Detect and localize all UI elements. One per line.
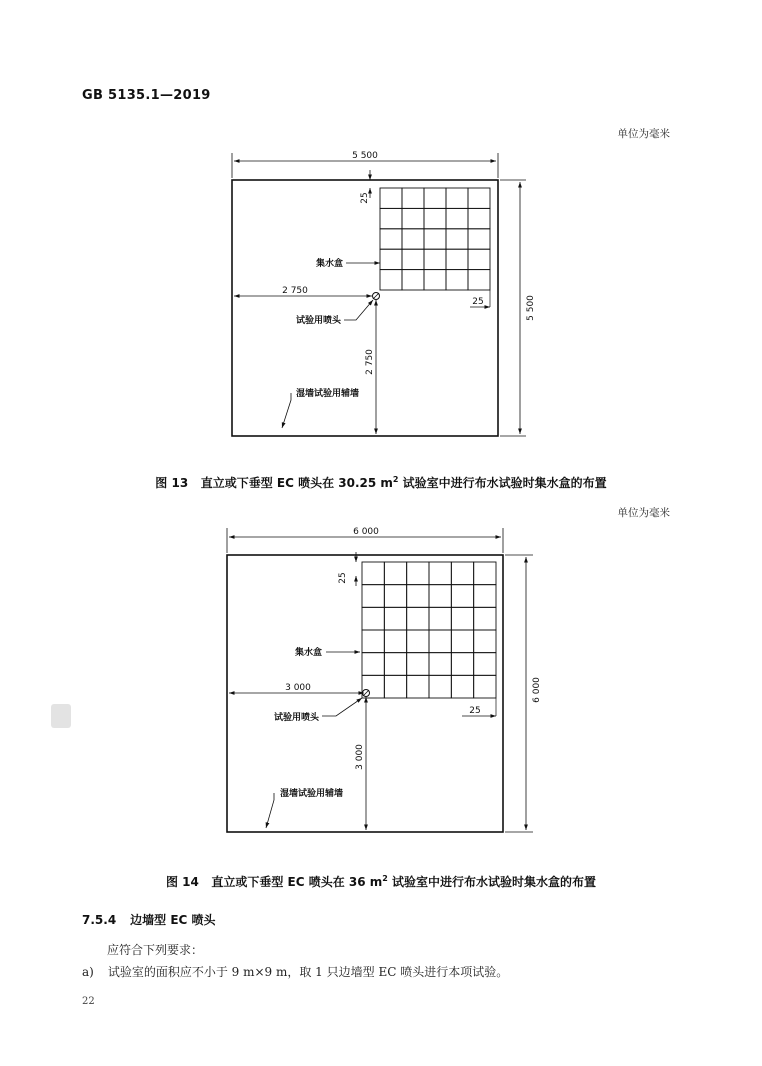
fig14-collection-box xyxy=(451,675,473,698)
fig13-collection-box xyxy=(402,270,424,290)
fig13-label-wall: 湿墙试验用辅墙 xyxy=(296,389,360,399)
fig14-collection-box xyxy=(451,653,473,676)
fig14-collection-box xyxy=(362,607,384,630)
fig14-collection-box xyxy=(362,630,384,653)
unit-note-fig14: 单位为毫米 xyxy=(617,507,670,519)
fig14-dim-half-y-text: 3 000 xyxy=(355,744,365,770)
fig13-collection-box xyxy=(380,208,402,228)
fig13-collection-box xyxy=(468,188,490,208)
fig13-collection-box xyxy=(424,270,446,290)
fig13-collection-box xyxy=(402,208,424,228)
fig13-collection-box xyxy=(446,208,468,228)
fig14-collection-box xyxy=(384,675,406,698)
fig13-collection-box xyxy=(424,229,446,249)
fig13-collection-box xyxy=(446,188,468,208)
fig13-collection-box xyxy=(468,249,490,269)
fig14-collection-box xyxy=(429,585,451,608)
fig13-collection-box xyxy=(446,270,468,290)
section-number: 7.5.4 xyxy=(82,913,117,927)
fig14-label-sprinkler: 试验用喷头 xyxy=(273,713,319,723)
fig13-dim-height-text: 5 500 xyxy=(526,295,536,321)
list-item-a xyxy=(82,963,508,980)
fig13-collection-box xyxy=(380,249,402,269)
fig13-collection-box xyxy=(424,188,446,208)
section-intro: 应符合下列要求： xyxy=(107,943,204,957)
fig14-collection-box xyxy=(407,653,429,676)
fig13-dim-half-x-text: 2 750 xyxy=(282,286,308,296)
fig13-collection-box xyxy=(402,249,424,269)
fig13-dim-gap-top-text: 25 xyxy=(360,192,370,204)
fig14-collection-box xyxy=(451,562,473,585)
fig13-caption-sup: 2 xyxy=(392,475,399,484)
fig14-collection-box xyxy=(474,675,496,698)
fig13-collection-box xyxy=(402,188,424,208)
fig14-label-box: 集水盒 xyxy=(294,648,322,658)
fig14-collection-box xyxy=(362,653,384,676)
fig14-collection-box xyxy=(384,562,406,585)
figure-13-caption xyxy=(0,474,762,491)
fig14-collection-box xyxy=(429,653,451,676)
fig14-leader-sprinkler xyxy=(322,698,362,716)
standard-header: GB 5135.1—2019 xyxy=(82,88,211,103)
fig14-dim-gap-top-text: 25 xyxy=(338,572,348,584)
fig14-collection-box xyxy=(451,630,473,653)
fig14-collection-box xyxy=(384,630,406,653)
fig14-collection-box xyxy=(474,585,496,608)
fig14-collection-box xyxy=(362,675,384,698)
fig14-collection-box xyxy=(407,585,429,608)
fig14-collection-box xyxy=(451,585,473,608)
fig14-collection-box xyxy=(362,562,384,585)
fig14-caption-sup: 2 xyxy=(382,874,388,883)
fig13-collection-box xyxy=(424,208,446,228)
fig14-dim-half-x-text: 3 000 xyxy=(285,683,311,693)
fig13-dim-gap-right-text: 25 xyxy=(472,297,484,307)
fig14-caption-tail: 试验室中进行布水试验时集水盒的布置 xyxy=(387,875,597,889)
list-item-a-text: 试验室的面积应不小于 9 m×9 m，取 1 只边墙型 EC 喷头进行本项试验。 xyxy=(107,965,509,979)
fig14-dim-gap-right-text: 25 xyxy=(469,706,481,716)
fig13-label-box: 集水盒 xyxy=(315,259,343,269)
fig14-collection-box xyxy=(407,562,429,585)
fig14-collection-box xyxy=(429,607,451,630)
fig13-collection-box xyxy=(424,249,446,269)
fig14-collection-box xyxy=(474,607,496,630)
fig14-dim-width-text: 6 000 xyxy=(353,527,379,537)
fig13-label-sprinkler: 试验用喷头 xyxy=(295,316,341,326)
page-number: 22 xyxy=(82,996,95,1007)
figure-14-caption xyxy=(0,873,762,890)
section-heading xyxy=(82,911,216,928)
fig13-collection-box xyxy=(446,229,468,249)
fig13-leader-sprinkler xyxy=(344,300,373,320)
fig14-caption-main: 直立或下垂型 EC 喷头在 36 m xyxy=(211,875,383,889)
fig13-caption-prefix: 图 13 xyxy=(155,476,189,490)
fig14-collection-box xyxy=(429,630,451,653)
fig14-dim-height-text: 6 000 xyxy=(532,677,542,703)
fig14-collection-box xyxy=(384,607,406,630)
fig13-collection-box xyxy=(380,270,402,290)
fig13-collection-box xyxy=(468,229,490,249)
fig14-collection-box xyxy=(474,653,496,676)
list-item-a-marker: a) xyxy=(82,965,94,979)
fig14-collection-box xyxy=(407,607,429,630)
fig14-label-wall: 湿墙试验用辅墙 xyxy=(280,789,344,799)
fig13-leader-wall xyxy=(282,393,291,428)
fig14-collection-box xyxy=(451,607,473,630)
fig13-collection-grid xyxy=(380,188,490,290)
fig14-collection-grid xyxy=(362,562,496,698)
fig14-collection-box xyxy=(384,653,406,676)
fig14-collection-box xyxy=(474,630,496,653)
fig13-collection-box xyxy=(468,270,490,290)
fig14-caption-prefix: 图 14 xyxy=(165,875,199,889)
figure-14-drawing xyxy=(0,520,762,850)
fig13-caption-main: 直立或下垂型 EC 喷头在 30.25 m xyxy=(200,476,393,490)
fig13-collection-box xyxy=(468,208,490,228)
fig14-collection-box xyxy=(407,675,429,698)
fig13-collection-box xyxy=(446,249,468,269)
fig13-collection-box xyxy=(380,229,402,249)
fig14-collection-box xyxy=(429,675,451,698)
section-title: 边墙型 EC 喷头 xyxy=(130,913,216,927)
fig13-collection-box xyxy=(380,188,402,208)
fig14-collection-box xyxy=(474,562,496,585)
figure-13-drawing xyxy=(0,0,762,460)
unit-note-fig13: 单位为毫米 xyxy=(617,128,670,140)
fig13-collection-box xyxy=(402,229,424,249)
fig13-caption-tail: 试验室中进行布水试验时集水盒的布置 xyxy=(398,476,607,490)
fig14-collection-box xyxy=(407,630,429,653)
side-page-tab xyxy=(51,704,71,728)
fig14-collection-box xyxy=(429,562,451,585)
fig13-dim-width-text: 5 500 xyxy=(352,151,378,161)
fig14-collection-box xyxy=(362,585,384,608)
fig13-dim-half-y-text: 2 750 xyxy=(365,349,375,375)
fig14-leader-wall xyxy=(266,793,274,828)
fig13-room-outline xyxy=(232,180,498,436)
fig14-collection-box xyxy=(384,585,406,608)
